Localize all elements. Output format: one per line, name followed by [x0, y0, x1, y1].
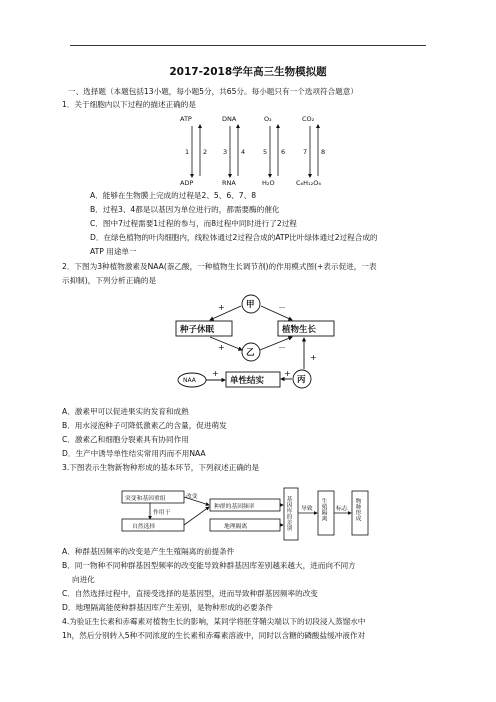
- q4-line2: 1h，然后分别转入5种不同浓度的生长素和赤霉素溶液中，同时以含糖的磷酸盐缓冲液作对: [62, 631, 366, 640]
- q3-option-c: C．自然选择过程中，直接受选择的是基因型，进而导致种群基因频率的改变: [62, 589, 318, 598]
- speciation-box: 物种形成: [354, 498, 360, 522]
- num-6: 6: [281, 148, 286, 156]
- geographic-isolation-box: 地理隔离: [224, 524, 248, 530]
- reproductive-isolation-box: 生殖隔离: [320, 498, 326, 522]
- q3-speciation-diagram: [120, 486, 370, 542]
- gene-frequency-box: 种群的基因频率: [214, 504, 255, 510]
- num-8: 8: [321, 148, 326, 156]
- label-adp: ADP: [180, 179, 194, 187]
- q2-hormone-diagram: [168, 290, 338, 402]
- label-atp: ATP: [180, 115, 192, 123]
- num-4: 4: [241, 148, 246, 156]
- q3-stem: 3.下图表示生物新物种形成的基本环节，下列叙述正确的是: [62, 463, 260, 472]
- acts-on-label: 作用于: [153, 510, 171, 516]
- section-heading: 一、选择题（本题包括13小题，每小题5分，共65分。每小题只有一个选项符合题意）: [68, 87, 358, 96]
- q1-stem: 1．关于细胞内以下过程的描述正确的是: [62, 100, 196, 109]
- sign-plus-1: +: [218, 303, 225, 312]
- q3-option-b-line2: 向进化: [72, 575, 95, 584]
- hormone-bing: 丙: [297, 375, 306, 385]
- num-3: 3: [223, 148, 228, 156]
- change-label: 改变: [186, 494, 198, 500]
- sign-minus-2: －: [278, 343, 286, 352]
- hormone-yi: 乙: [246, 348, 255, 358]
- parthenocarpy-box: 单性结实: [230, 376, 265, 386]
- label-glucose: C₆H₁₂O₆: [296, 179, 321, 187]
- sign-plus-3: +: [310, 353, 317, 362]
- label-h2o: H₂O: [262, 179, 275, 187]
- q2-option-a: A．激素甲可以促进果实的发育和成熟: [62, 407, 189, 416]
- q4-line1: 4.为验证生长素和赤霉素对植物生长的影响，某同学将胚芽鞘尖端以下的切段浸入蒸馏水中: [62, 617, 366, 626]
- q3-option-b-line1: B．同一物种不同种群基因型频率的改变能导致种群基因库差别越来越大，进而向不同方: [62, 561, 356, 570]
- sign-plus-5: +: [212, 369, 219, 378]
- page-title: 2017-2018学年高三生物模拟题: [169, 66, 327, 78]
- q1-process-diagram: [170, 112, 340, 190]
- q2-stem-line1: 2．下图为3种植物激素及NAA(萘乙酸，一种植物生长调节剂)的作用模式图(+表示促进，一表: [62, 262, 377, 271]
- sign-minus-1: －: [278, 303, 286, 312]
- q2-option-d: D．生产中诱导单性结实常用丙而不用NAA: [62, 449, 206, 458]
- q1-option-a: A．能够在生物膜上完成的过程是2、5、6、7、8: [90, 191, 257, 200]
- naa-label: NAA: [183, 377, 196, 384]
- hormone-jia: 甲: [246, 300, 255, 310]
- q1-option-b: B．过程3、4都是以基因为单位进行的，都需要酶的催化: [90, 205, 280, 214]
- mutation-box: 突变和基因重组: [125, 496, 166, 502]
- q1-option-d-line2: ATP 用途单一: [90, 247, 137, 256]
- num-7: 7: [303, 148, 308, 156]
- q1-option-d-line1: D．在绿色植物的叶肉细胞内，线粒体通过2过程合成的ATP比叶绿体通过2过程合成的: [90, 233, 378, 242]
- sign-plus-4: +: [284, 369, 291, 378]
- header-rule: [70, 45, 426, 46]
- q1-option-c: C．图中7过程需要1过程的参与，而8过程中同时进行了2过程: [90, 219, 297, 228]
- q3-option-a: A．种群基因频率的改变是产生生殖隔离的前提条件: [62, 547, 235, 556]
- gene-pool-diff-box: 基因库的差别: [285, 496, 291, 531]
- marker-label: 标志: [336, 506, 348, 512]
- q2-stem-line2: 示抑制)，下列分析正确的是: [62, 276, 157, 285]
- num-1: 1: [185, 148, 190, 156]
- natural-selection-box: 自然选择: [132, 524, 156, 530]
- num-2: 2: [203, 148, 208, 156]
- plant-growth-box: 植物生长: [282, 325, 317, 335]
- label-rna: RNA: [222, 179, 236, 187]
- seed-dormancy-box: 种子休眠: [180, 325, 215, 335]
- label-co2: CO₂: [302, 115, 315, 123]
- q2-option-c: C．激素乙和细胞分裂素具有协同作用: [62, 435, 189, 444]
- sign-plus-2: +: [218, 343, 225, 352]
- label-dna: DNA: [222, 115, 237, 123]
- label-o2: O₂: [264, 115, 272, 123]
- q2-option-b: B．用水浸泡种子可降低激素乙的含量，促进萌发: [62, 421, 227, 430]
- lead-to-label: 导致: [301, 506, 313, 512]
- q3-option-d: D．地理隔离能使种群基因库产生差别，是物种形成的必要条件: [62, 603, 273, 612]
- num-5: 5: [263, 148, 268, 156]
